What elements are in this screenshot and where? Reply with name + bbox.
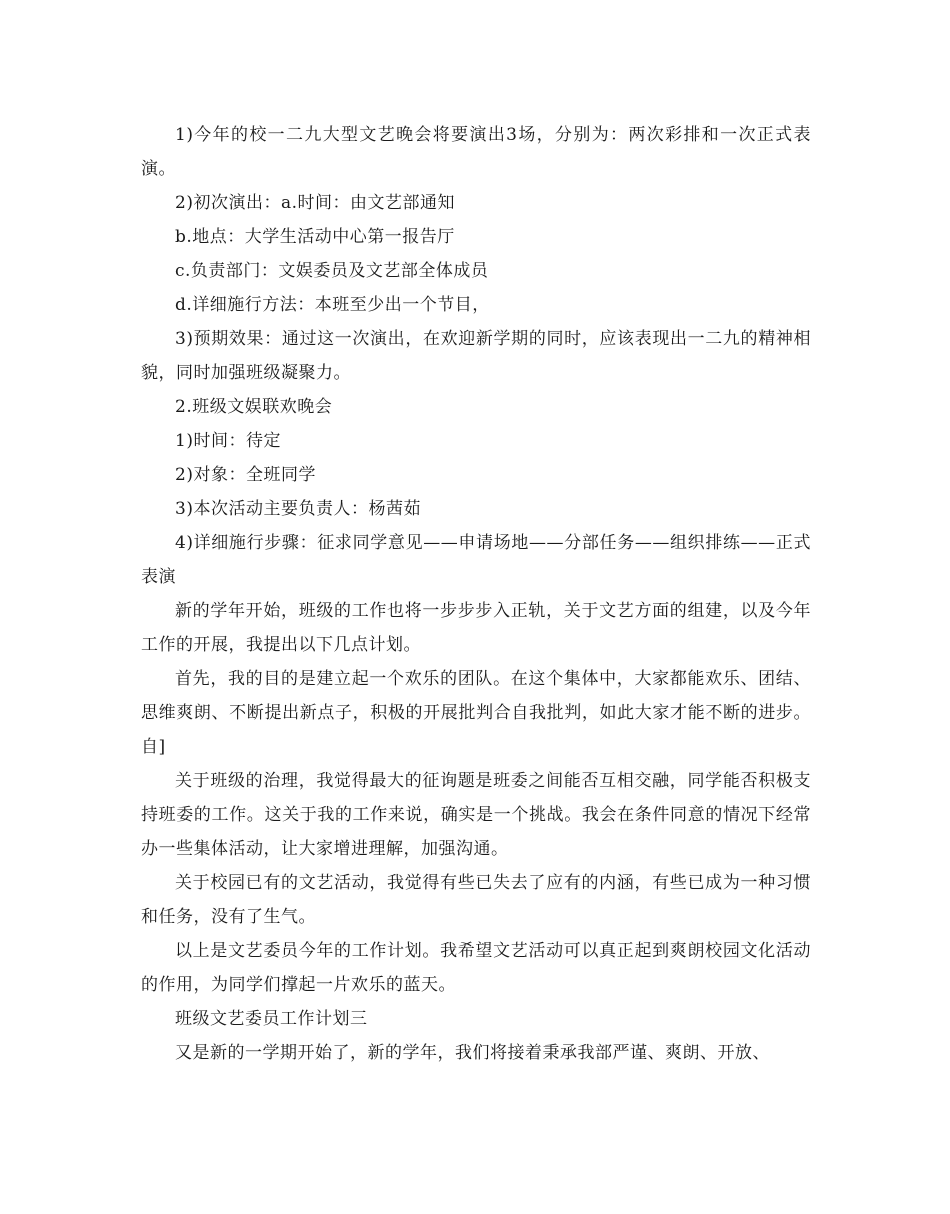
paragraph-party-time: 1)时间：待定 xyxy=(175,431,281,451)
paragraph-party-lead: 3)本次活动主要负责人：杨茜茹 xyxy=(175,499,421,519)
paragraph-expected-effect: 3)预期效果：通过这一次演出，在欢迎新学期的同时，应该表现出一二九的精神相貌，同时加强班级凝聚力。 xyxy=(141,329,811,383)
paragraph-responsible-department: c.负责部门：文娱委员及文艺部全体成员 xyxy=(175,261,489,281)
document-body xyxy=(141,118,811,1070)
paragraph-party-audience: 2)对象：全班同学 xyxy=(175,465,316,485)
paragraph-team-goal: 首先，我的目的是建立起一个欢乐的团队。在这个集体中，大家都能欢乐、团结、思维爽朗、不断提出新点子，积极的开展批判合自我批判，如此大家才能不断的进步。自] xyxy=(141,669,811,757)
paragraph-implementation-method: d.详细施行方法：本班至少出一个节目， xyxy=(175,295,490,315)
paragraph-campus-activities: 关于校园已有的文艺活动，我觉得有些已失去了应有的内涵，有些已成为一种习惯和任务，没有了生气。 xyxy=(141,873,811,927)
paragraph-new-year-intro: 新的学年开始，班级的工作也将一步步步入正轨，关于文艺方面的组建，以及今年工作的开展，我提出以下几点计划。 xyxy=(141,601,811,655)
paragraph-party-heading: 2.班级文娱联欢晚会 xyxy=(175,397,333,417)
paragraph-first-show-time: 2)初次演出：a.时间：由文艺部通知 xyxy=(175,193,455,213)
paragraph-class-management: 关于班级的治理，我觉得最大的征询题是班委之间能否互相交融，同学能否积极支持班委的工作。这关于我的工作来说，确实是一个挑战。我会在条件同意的情况下经常办一些集体活动，让大家增进理解，加强沟通。 xyxy=(141,771,811,859)
paragraph-party-steps: 4)详细施行步骤：征求同学意见——申请场地——分部任务——组织排练——正式表演 xyxy=(141,533,811,587)
paragraph-plan-three-intro: 又是新的一学期开始了，新的学年，我们将接着秉承我部严谨、爽朗、开放、 xyxy=(175,1043,770,1063)
paragraph-performance-count: 1)今年的校一二九大型文艺晚会将要演出3场，分别为：两次彩排和一次正式表演。 xyxy=(141,125,811,179)
paragraph-plan-summary: 以上是文艺委员今年的工作计划。我希望文艺活动可以真正起到爽朗校园文化活动的作用，为同学们撑起一片欢乐的蓝天。 xyxy=(141,941,811,995)
paragraph-plan-three-heading: 班级文艺委员工作计划三 xyxy=(175,1009,368,1029)
paragraph-first-show-location: b.地点：大学生活动中心第一报告厅 xyxy=(175,227,455,247)
